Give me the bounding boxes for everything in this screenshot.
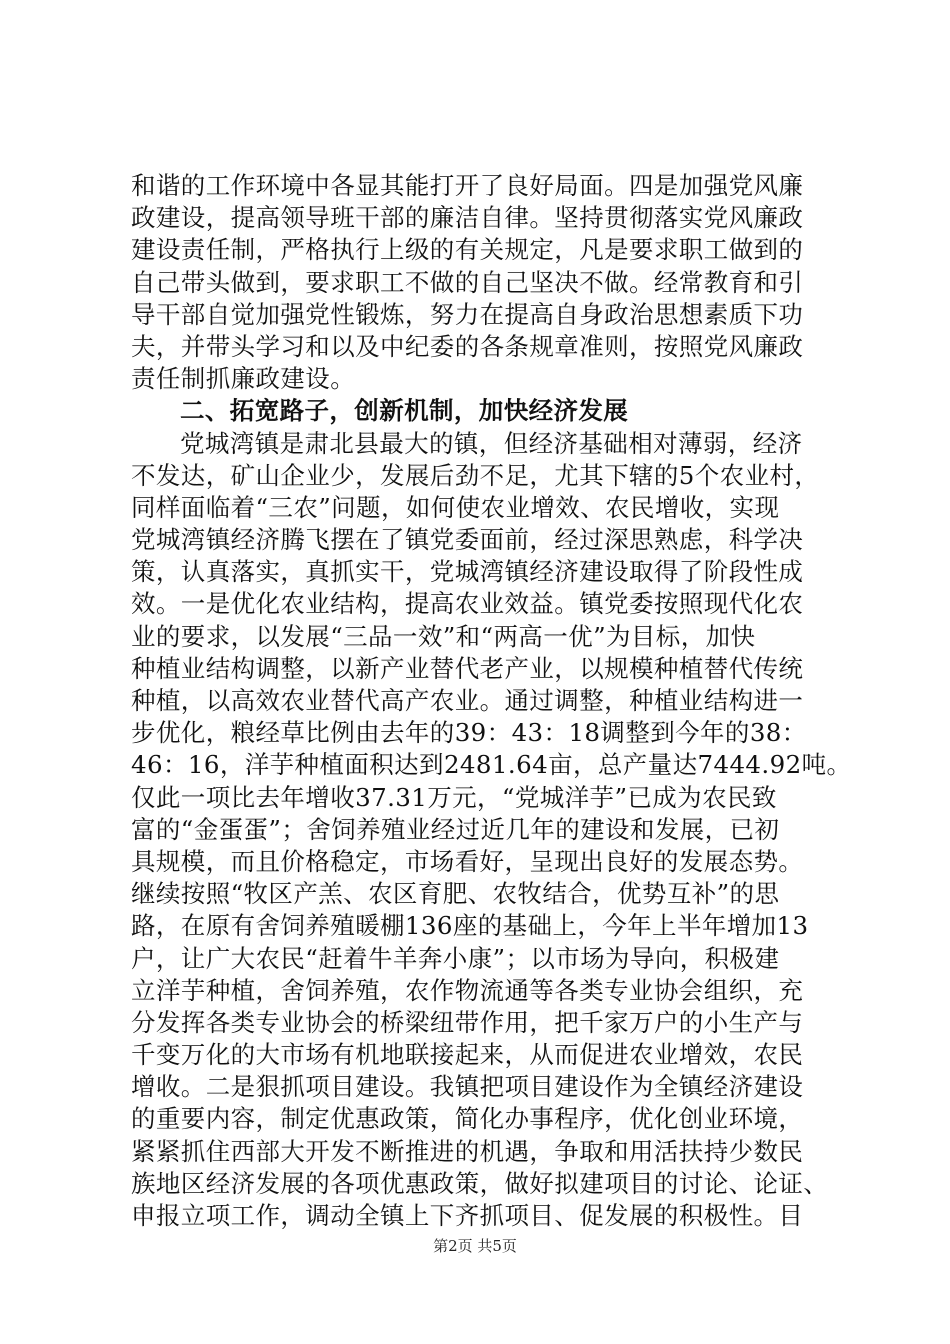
paragraph-2-line: 户，让广大农民“赶着牛羊奔小康”；以市场为导向，积极建 [131,943,780,973]
paragraph-1-line: 责任制抓廉政建设。 [131,364,356,394]
paragraph-2-line: 增收。二是狠抓项目建设。我镇把项目建设作为全镇经济建设 [131,1072,804,1102]
paragraph-1-line: 导干部自觉加强党性锻炼，努力在提高自身政治思想素质下功 [131,299,804,329]
paragraph-2-line: 种植业结构调整，以新产业替代老产业，以规模种植替代传统 [131,653,804,683]
document-body [131,170,852,1232]
paragraph-1-line: 和谐的工作环境中各显其能打开了良好局面。四是加强党风廉 [131,171,804,200]
paragraph-2-line: 仅此一项比去年增收37.31万元，“党城洋芋”已成为农民致 [131,782,777,812]
paragraph-2-line: 不发达，矿山企业少，发展后劲不足，尤其下辖的5个农业村， [131,460,820,490]
section-heading: 二、拓宽路子，创新机制，加快经济发展 [180,396,629,426]
paragraph-2-line: 效。一是优化农业结构，提高农业效益。镇党委按照现代化农 [131,589,804,619]
paragraph-2-line: 路，在原有舍饲养殖暖棚136座的基础上，今年上半年增加13 [131,911,809,941]
paragraph-2-line: 业的要求，以发展“三品一效”和“两高一优”为目标，加快 [131,621,756,651]
paragraph-2-line: 富的“金蛋蛋”；舍饲养殖业经过近几年的建设和发展，已初 [131,814,780,844]
paragraph-2-line: 千变万化的大市场有机地联接起来，从而促进农业增效，农民 [131,1040,804,1070]
paragraph-1-line: 自己带头做到，要求职工不做的自己坚决不做。经常教育和引 [131,267,804,297]
paragraph-1-line: 夫，并带头学习和以及中纪委的各条规章准则，按照党风廉政 [131,331,804,361]
paragraph-2-line: 分发挥各类专业协会的桥梁纽带作用，把千家万户的小生产与 [131,1007,804,1037]
paragraph-2-line: 步优化，粮经草比例由去年的39：43：18调整到今年的38： [131,718,807,748]
page-number-footer: 第2页 共5页 [433,1237,517,1255]
paragraph-2-line: 策，认真落实，真抓实干，党城湾镇经济建设取得了阶段性成 [131,557,804,587]
paragraph-2-line: 申报立项工作，调动全镇上下齐抓项目、促发展的积极性。目 [131,1201,804,1230]
paragraph-2-line: 立洋芋种植，舍饲养殖，农作物流通等各类专业协会组织，充 [131,975,804,1005]
paragraph-2-line: 党城湾镇经济腾飞摆在了镇党委面前，经过深思熟虑，科学决 [131,525,804,555]
paragraph-2-line: 的重要内容，制定优惠政策，简化办事程序，优化创业环境， [131,1104,804,1134]
paragraph-2-line: 继续按照“牧区产羔、农区育肥、农牧结合，优势互补”的思 [131,879,780,909]
paragraph-2-line: 紧紧抓住西部大开发不断推进的机遇，争取和用活扶持少数民 [131,1136,804,1166]
paragraph-2-line: 种植，以高效农业替代高产农业。通过调整，种植业结构进一 [131,686,804,715]
paragraph-2-line: 族地区经济发展的各项优惠政策，做好拟建项目的讨论、论证、 [131,1168,829,1198]
paragraph-2-line: 具规模，而且价格稳定，市场看好，呈现出良好的发展态势。 [131,846,804,876]
paragraph-2-line: 同样面临着“三农”问题，如何使农业增效、农民增收，实现 [131,492,780,522]
paragraph-1-line: 政建设，提高领导班干部的廉洁自律。坚持贯彻落实党风廉政 [131,203,804,233]
paragraph-2-line: 党城湾镇是肃北县最大的镇，但经济基础相对薄弱，经济 [180,428,803,458]
paragraph-1-line: 建设责任制，严格执行上级的有关规定，凡是要求职工做到的 [131,235,804,265]
paragraph-2-line: 46：16，洋芋种植面积达到2481.64亩，总产量达7444.92吨。 [131,750,852,780]
